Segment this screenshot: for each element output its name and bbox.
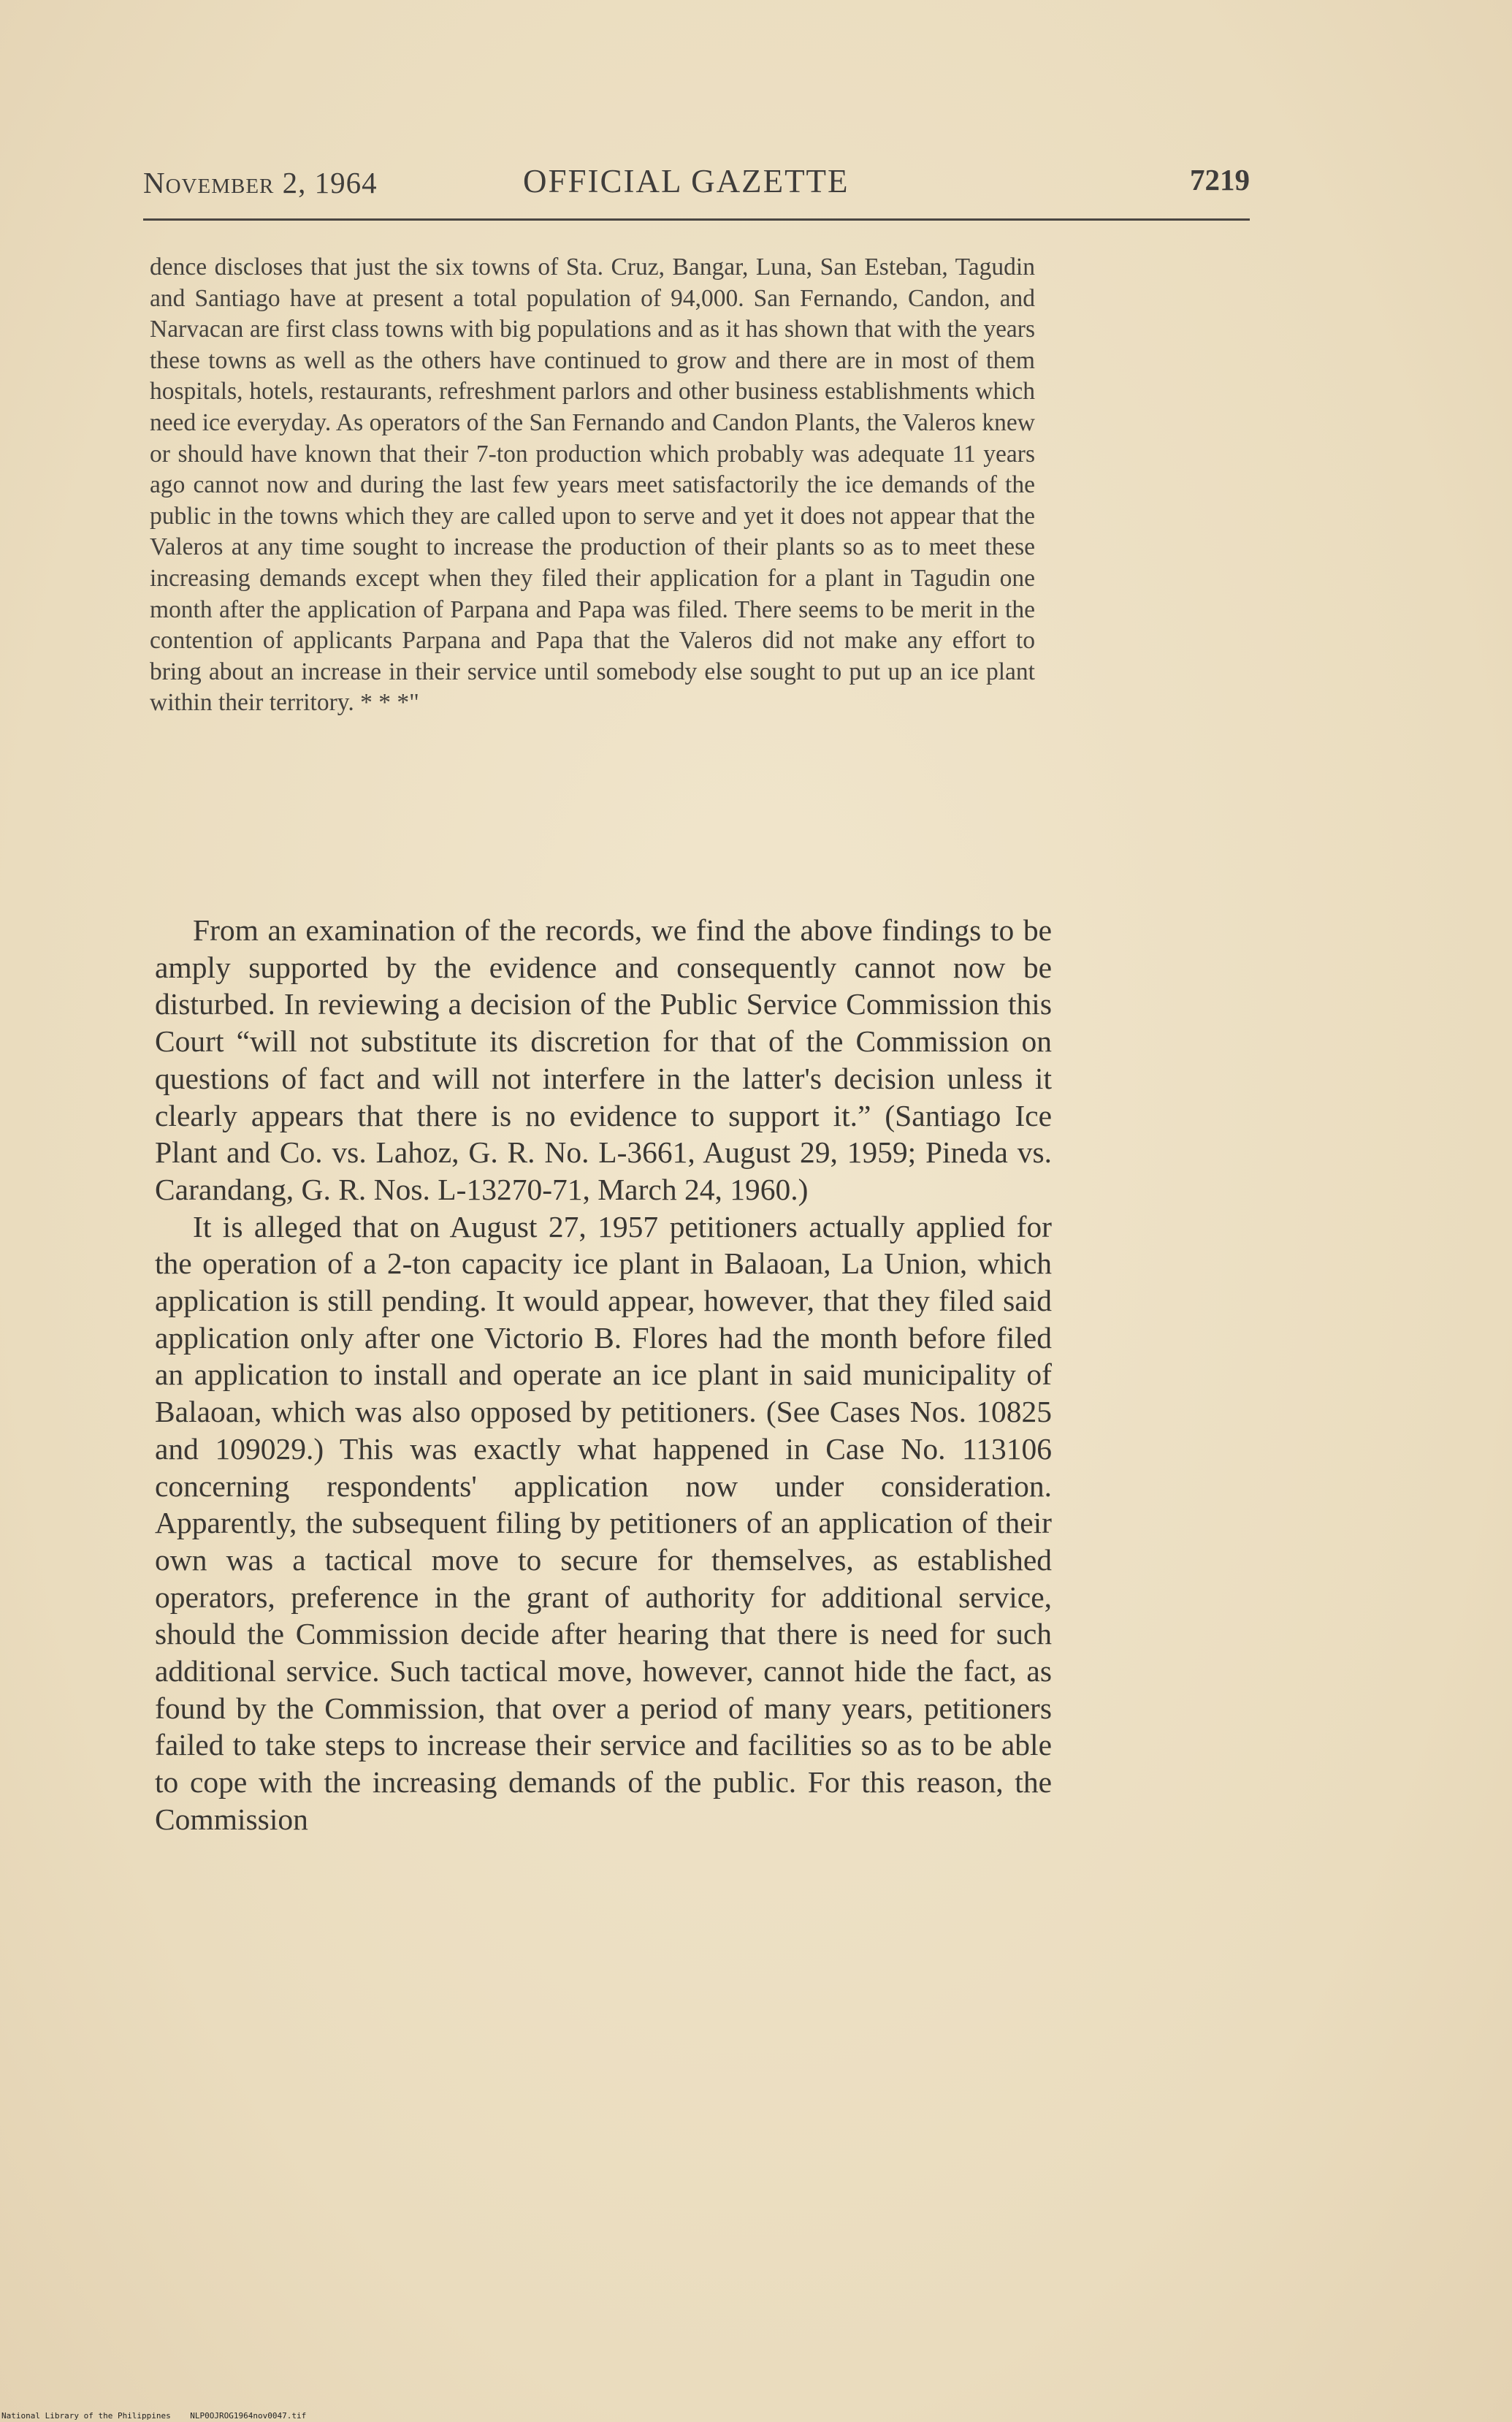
library-name: National Library of the Philippines bbox=[1, 2411, 171, 2421]
paragraph: From an examination of the records, we find the above findings to be amply supported by the evidence and consequently cannot now be disturbed. In reviewing a decision of the Public Service Commission this Court “will not substitute its discretion for that of the Commission on questions of fact and will not interfere in the latter's decision unless it clearly appears that there is no evidence to support it.” (Santiago Ice Plant and Co. vs. Lahoz, G. R. No. L-3661, August 29, 1959; Pineda vs. Carandang, G. R. Nos. L-13270-71, March 24, 1960.) bbox=[155, 913, 1052, 1206]
publication-title: OFFICIAL GAZETTE bbox=[523, 163, 849, 199]
paragraph: It is alleged that on August 27, 1957 petitioners actually applied for the operation of a 2-ton capacity ice plant in Balaoan, La Union, which application is still pending. It would appear, however, that they filed said application only after one Victorio B. Flores had the month before filed an application to install and operate an ice plant in said municipality of Balaoan, which was also opposed by petitioners. (See Cases Nos. 10825 and 109029.) This was exactly what happened in Case No. 113106 concerning respondents' application now under consideration. Apparently, the subsequent filing by petitioners of an application of their own was a tactical move to secure for themselves, as established operators, preference in the grant of authority for additional service, should the Commission decide after hearing that there is need for such additional service. Such tactical move, however, cannot hide the fact, as found by the Commission, that over a period of many years, petitioners failed to take steps to increase their service and facilities so as to be able to cope with the increasing demands of the public. For this reason, the Commission bbox=[155, 1209, 1052, 1836]
header-rule bbox=[143, 218, 1250, 221]
page-number: 7219 bbox=[1190, 163, 1250, 197]
scan-footer bbox=[1, 2411, 306, 2421]
page-header bbox=[143, 165, 1250, 209]
body-text bbox=[155, 912, 1052, 1838]
quoted-excerpt: dence discloses that just the six towns of Sta. Cruz, Bangar, Luna, San Esteban, Tagudin and Santiago have at present a total population of 94,000. San Fernando, Candon, and Narvacan are first class towns with big populations and as it has shown that with the years these towns as well as the others have continued to grow and there are in most of them hospitals, hotels, restaurants, refreshment parlors and other business establishments which need ice everyday. As operators of the San Fernando and Candon Plants, the Valeros knew or should have known that their 7-ton production which probably was adequate 11 years ago cannot now and during the last few years meet satisfactorily the ice demands of the public in the towns which they are called upon to serve and yet it does not appear that the Valeros at any time sought to increase the production of their plants so as to meet these increasing demands except when they filed their application for a plant in Tagudin one month after the application of Parpana and Papa was filed. There seems to be merit in the contention of applicants Parpana and Papa that the Valeros did not make any effort to bring about an increase in their service until somebody else sought to put up an ice plant within their territory. * * *" bbox=[150, 254, 1035, 717]
file-name: NLP0OJROG1964nov0047.tif bbox=[190, 2411, 307, 2421]
issue-date: November 2, 1964 bbox=[143, 166, 378, 199]
